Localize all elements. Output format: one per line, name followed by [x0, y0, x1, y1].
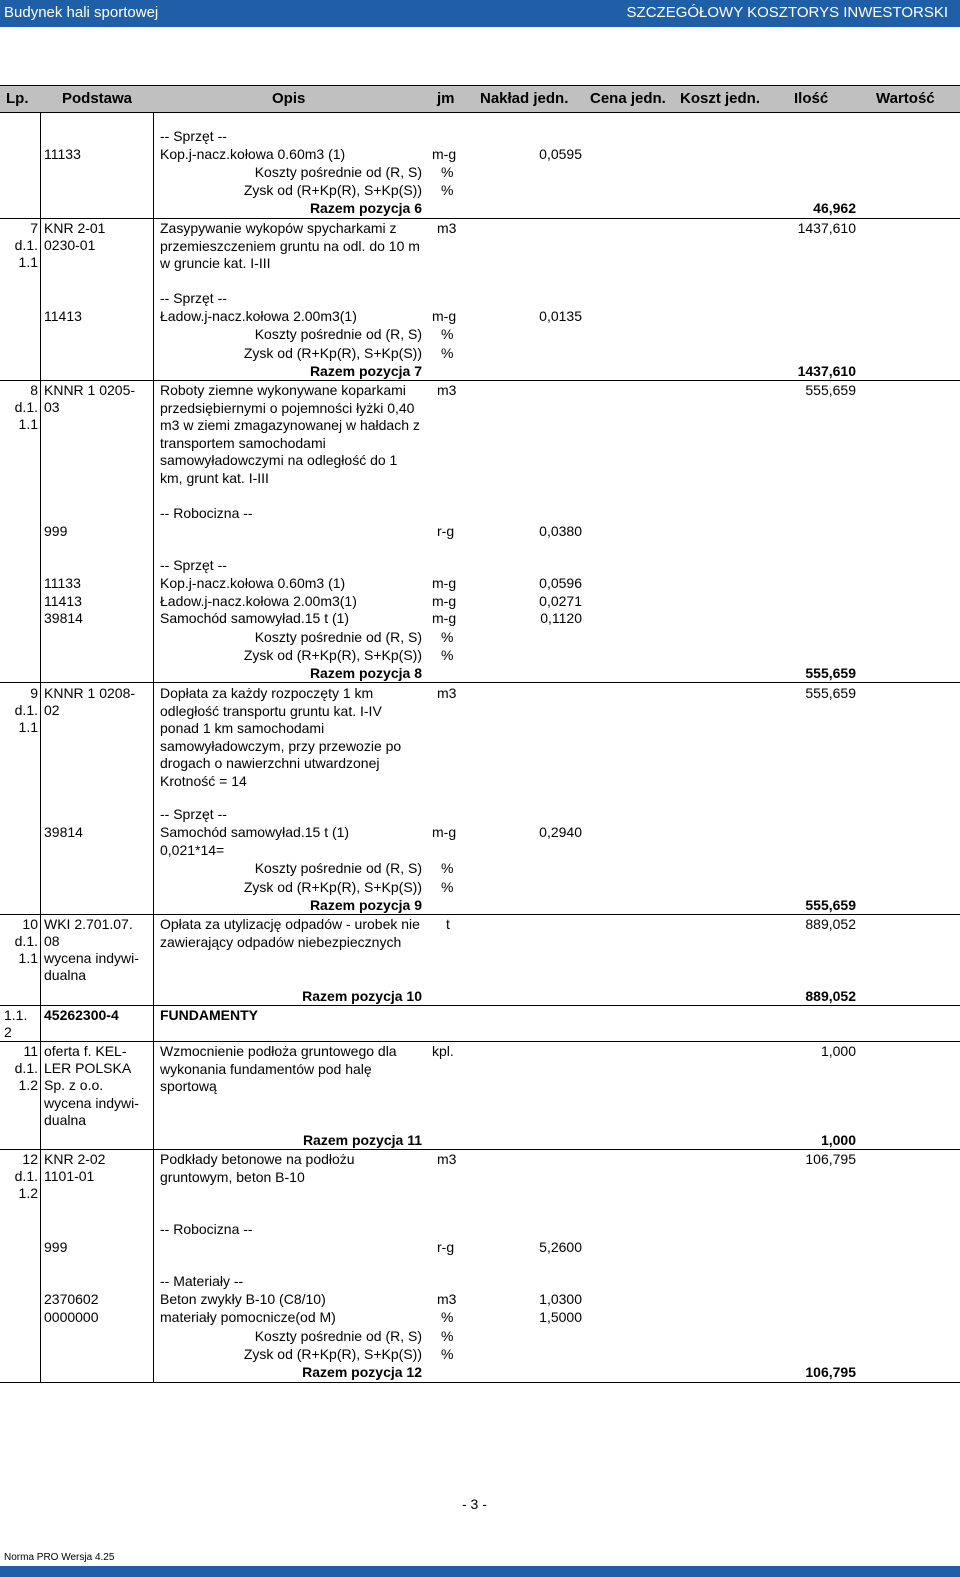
sprzet-label: -- Sprzęt -- — [160, 557, 227, 573]
resource-unit: m-g — [432, 593, 457, 609]
position-total-value: 555,659 — [805, 897, 856, 913]
materialy-label: -- Materiały -- — [160, 1273, 244, 1289]
page-number: - 3 - — [462, 1496, 487, 1512]
profit-label: Zysk od (R+Kp(R), S+Kp(S)) — [243, 647, 422, 663]
basis-code: 03 — [44, 399, 60, 415]
basis-code: oferta f. KEL- — [44, 1043, 127, 1059]
resource-norm: 0,2940 — [539, 824, 582, 840]
resource-unit: m-g — [432, 610, 457, 626]
resource-code: 11413 — [44, 593, 82, 609]
profit-label: Zysk od (R+Kp(R), S+Kp(S)) — [243, 345, 422, 361]
col-wartosc: Wartość — [876, 90, 935, 107]
percent-unit: % — [441, 860, 454, 876]
resource-name: Kop.j-nacz.kołowa 0.60m3 (1) — [160, 146, 346, 162]
software-version: Norma PRO Wersja 4.25 — [4, 1552, 115, 1563]
position-number: 7 — [30, 220, 38, 236]
percent-unit: % — [441, 1328, 454, 1344]
footer-bar — [0, 1566, 960, 1577]
indirect-cost-label: Koszty pośrednie od (R, S) — [254, 164, 422, 180]
percent-unit: % — [441, 1346, 454, 1362]
percent-unit: % — [441, 647, 454, 663]
position-number: 1.1 — [18, 950, 38, 966]
work-description: Wzmocnienie podłoża gruntowego dla wykonania fundamentów pod halę sportową — [160, 1043, 397, 1094]
position-total-value: 889,052 — [805, 988, 856, 1004]
percent-unit: % — [441, 182, 454, 198]
position-total-label: Razem pozycja 12 — [302, 1364, 422, 1380]
unit: t — [446, 916, 450, 932]
position-total-label: Razem pozycja 10 — [302, 988, 422, 1004]
indirect-cost-label: Koszty pośrednie od (R, S) — [254, 860, 422, 876]
row-divider — [0, 914, 960, 915]
quantity: 106,795 — [805, 1151, 856, 1167]
quantity: 555,659 — [805, 382, 856, 398]
work-description: Zasypywanie wykopów spycharkami z przemieszczeniem gruntu na odl. do 10 m w gruncie kat. I-III — [160, 220, 420, 271]
position-number: d.1. — [14, 1168, 38, 1184]
work-description: Opłata za utylizację odpadów - urobek nie zawierający odpadów niebezpiecznych — [160, 916, 420, 950]
sprzet-label: -- Sprzęt -- — [160, 806, 227, 822]
col-ilosc: Ilość — [794, 90, 829, 107]
position-number: d.1. — [14, 237, 38, 253]
position-number: 11 — [23, 1043, 38, 1059]
work-description: Roboty ziemne wykonywane koparkami przedsiębiernymi o pojemności łyżki 0,40 m3 w ziemi zmagazynowanej w hałdach z transportem samochodami samowyładowczymi na odległość do 1 km, grunt kat. I-III — [160, 382, 420, 486]
resource-unit: m-g — [432, 146, 457, 162]
position-total-value: 1437,610 — [797, 363, 856, 379]
resource-norm: 1,0300 — [539, 1291, 582, 1307]
basis-code: 02 — [44, 702, 60, 718]
position-total-label: Razem pozycja 9 — [309, 897, 422, 913]
quantity: 889,052 — [805, 916, 856, 932]
row-divider — [0, 1149, 960, 1150]
unit: kpl. — [432, 1043, 454, 1059]
table-bottom-border — [0, 1382, 960, 1383]
position-number: 9 — [30, 685, 38, 701]
grid-line-podstawa — [153, 112, 154, 1382]
position-total-label: Razem pozycja 6 — [309, 200, 422, 216]
position-number: 1.2 — [18, 1077, 38, 1093]
position-number: 1.1 — [18, 719, 38, 735]
row-divider — [0, 380, 960, 381]
resource-unit: r-g — [437, 523, 455, 539]
col-jm: jm — [437, 90, 455, 107]
resource-code: 39814 — [44, 610, 83, 626]
resource-code: 999 — [44, 1239, 68, 1255]
resource-name: Samochód samowyład.15 t (1) — [160, 824, 350, 840]
resource-code: 11133 — [44, 146, 81, 162]
position-number: 12 — [22, 1151, 38, 1167]
basis-code: Sp. z o.o. — [44, 1077, 104, 1093]
resource-unit: % — [441, 1309, 454, 1325]
resource-norm: 0,0135 — [539, 308, 582, 324]
work-description: Dopłata za każdy rozpoczęty 1 km odległość transportu gruntu kat. I-IV ponad 1 km samochodami samowyładowczym, przy przewozie po drogach o nawierzchni utwardzonej Krotność = 14 — [160, 685, 402, 789]
unit: m3 — [437, 220, 457, 236]
basis-code: wycena indywi- — [44, 1095, 139, 1111]
resource-norm: 0,0271 — [539, 593, 582, 609]
row-divider — [0, 1041, 960, 1042]
section-code: 45262300-4 — [44, 1007, 119, 1023]
unit: m3 — [437, 382, 457, 398]
basis-code: 08 — [44, 933, 60, 949]
profit-label: Zysk od (R+Kp(R), S+Kp(S)) — [243, 182, 422, 198]
basis-code: 0230-01 — [44, 237, 96, 253]
position-number: 1.1 — [18, 254, 38, 270]
document-header — [0, 0, 960, 27]
position-number: d.1. — [14, 933, 38, 949]
resource-name: Kop.j-nacz.kołowa 0.60m3 (1) — [160, 575, 346, 591]
work-description: Podkłady betonowe na podłożu gruntowym, beton B-10 — [160, 1151, 355, 1185]
profit-label: Zysk od (R+Kp(R), S+Kp(S)) — [243, 879, 422, 895]
basis-code: KNNR 1 0205- — [44, 382, 136, 398]
position-total-label: Razem pozycja 7 — [309, 363, 422, 379]
quantity: 555,659 — [805, 685, 856, 701]
indirect-cost-label: Koszty pośrednie od (R, S) — [254, 326, 422, 342]
resource-code: 2370602 — [44, 1291, 99, 1307]
resource-norm: 5,2600 — [539, 1239, 582, 1255]
position-number: d.1. — [14, 1060, 38, 1076]
resource-name: Samochód samowyład.15 t (1) — [160, 610, 350, 626]
position-total-value: 46,962 — [813, 200, 856, 216]
row-divider — [0, 1005, 960, 1006]
resource-name: Ładow.j-nacz.kołowa 2.00m3(1) — [160, 308, 357, 324]
resource-formula: 0,021*14= — [160, 842, 225, 858]
sprzet-label: -- Sprzęt -- — [160, 128, 227, 144]
basis-code: dualna — [44, 967, 87, 983]
resource-norm: 0,0595 — [539, 146, 582, 162]
grid-line-lp — [40, 112, 41, 1382]
col-naklad: Nakład jedn. — [480, 90, 569, 107]
basis-code: KNR 2-01 — [44, 220, 106, 236]
basis-code: 1101-01 — [44, 1168, 95, 1184]
resource-code: 11133 — [44, 575, 81, 591]
position-total-value: 1,000 — [820, 1132, 856, 1148]
col-koszt: Koszt jedn. — [680, 90, 761, 107]
indirect-cost-label: Koszty pośrednie od (R, S) — [254, 1328, 422, 1344]
percent-unit: % — [441, 879, 454, 895]
position-number: 10 — [22, 916, 38, 932]
resource-code: 0000000 — [44, 1309, 99, 1325]
position-number: 1.2 — [18, 1185, 38, 1201]
profit-label: Zysk od (R+Kp(R), S+Kp(S)) — [243, 1346, 422, 1362]
row-divider — [0, 218, 960, 219]
resource-norm: 0,0380 — [539, 523, 582, 539]
row-divider — [0, 682, 960, 683]
resource-unit: m3 — [437, 1291, 457, 1307]
resource-name: materiały pomocnicze(od M) — [160, 1309, 336, 1325]
project-title: Budynek hali sportowej — [4, 4, 159, 21]
basis-code: wycena indywi- — [44, 950, 139, 966]
unit: m3 — [437, 685, 457, 701]
position-total-label: Razem pozycja 11 — [302, 1132, 422, 1148]
position-total-value: 555,659 — [805, 665, 856, 681]
col-cena: Cena jedn. — [590, 90, 666, 107]
resource-norm: 0,0596 — [539, 575, 582, 591]
section-number: 1.1. — [4, 1007, 28, 1023]
quantity: 1,000 — [820, 1043, 856, 1059]
resource-code: 39814 — [44, 824, 83, 840]
col-podstawa: Podstawa — [62, 90, 133, 107]
percent-unit: % — [441, 326, 454, 342]
basis-code: LER POLSKA — [44, 1060, 132, 1076]
basis-code: KNNR 1 0208- — [44, 685, 136, 701]
robocizna-label: -- Robocizna -- — [160, 505, 253, 521]
resource-unit: m-g — [432, 575, 457, 591]
unit: m3 — [437, 1151, 457, 1167]
resource-name: Beton zwykły B-10 (C8/10) — [160, 1291, 326, 1307]
resource-unit: r-g — [437, 1239, 455, 1255]
basis-code: KNR 2-02 — [44, 1151, 106, 1167]
resource-code: 11413 — [44, 308, 82, 324]
robocizna-label: -- Robocizna -- — [160, 1221, 253, 1237]
resource-name: Ładow.j-nacz.kołowa 2.00m3(1) — [160, 593, 357, 609]
section-number: 2 — [4, 1024, 12, 1040]
basis-code: dualna — [44, 1112, 87, 1128]
resource-unit: m-g — [432, 308, 457, 324]
position-number: 8 — [30, 382, 38, 398]
col-lp: Lp. — [6, 90, 29, 107]
resource-norm: 0,1120 — [540, 610, 582, 626]
percent-unit: % — [441, 629, 454, 645]
position-total-label: Razem pozycja 8 — [309, 665, 422, 681]
position-number: d.1. — [14, 399, 38, 415]
basis-code: WKI 2.701.07. — [44, 916, 133, 932]
percent-unit: % — [441, 345, 454, 361]
section-title: FUNDAMENTY — [160, 1007, 258, 1023]
resource-unit: m-g — [432, 824, 457, 840]
position-number: d.1. — [14, 702, 38, 718]
quantity: 1437,610 — [797, 220, 856, 236]
col-opis: Opis — [272, 90, 306, 107]
sprzet-label: -- Sprzęt -- — [160, 290, 227, 306]
column-header-row — [0, 85, 960, 113]
position-number: 1.1 — [18, 416, 38, 432]
resource-norm: 1,5000 — [539, 1309, 582, 1325]
percent-unit: % — [441, 164, 454, 180]
document-type-title: SZCZEGÓŁOWY KOSZTORYS INWESTORSKI — [626, 4, 948, 21]
resource-code: 999 — [44, 523, 68, 539]
indirect-cost-label: Koszty pośrednie od (R, S) — [254, 629, 422, 645]
position-total-value: 106,795 — [805, 1364, 856, 1380]
